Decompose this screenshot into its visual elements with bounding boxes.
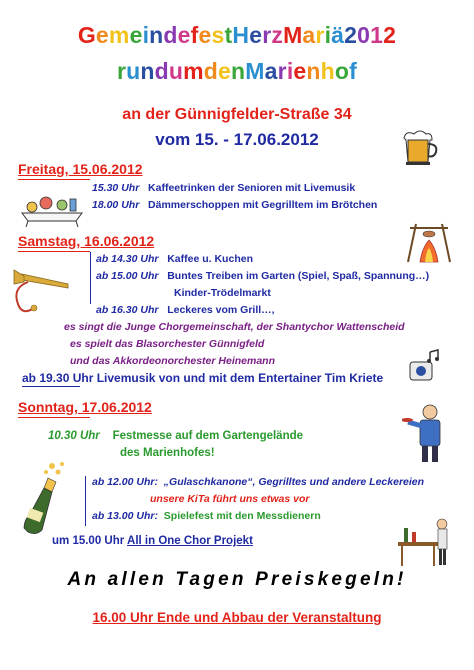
sunday-mass-text-2: des Marienhofes!: [120, 447, 215, 459]
friday-divider: [18, 179, 90, 180]
sunday-mass-time: 10.30 Uhr: [48, 430, 100, 442]
sunday-item-1-text: „Gulaschkanone“, Gegrilltes und andere Leckereien: [163, 476, 425, 488]
sunday-item-3: [92, 510, 321, 522]
saturday-choir-3: und das Akkordeonorchester Heinemann: [70, 355, 275, 367]
saturday-evening: ab 19.30 Uhr Livemusik von und mit dem Entertainer Tim Kriete: [22, 371, 384, 385]
saturday-item-2: [96, 270, 429, 282]
sunday-divider: [18, 417, 90, 418]
trumpet-icon: [8, 268, 70, 320]
title-line-1: GemeindefestHerzMariä2012: [77, 22, 397, 48]
event-dates: vom 15. - 17.06.2012: [155, 130, 319, 149]
sunday-item-3-text: Spielefest mit den Messdienern: [163, 510, 321, 522]
saturday-item-2-time: ab 15.00 Uhr: [96, 270, 159, 282]
saturday-item-3: Kinder-Trödelmarkt: [174, 287, 271, 299]
friday-item-1-time: 15.30 Uhr: [92, 182, 140, 194]
table-bottles-icon: [392, 512, 454, 568]
saturday-item-1: [96, 253, 253, 265]
evening-underline: [22, 386, 80, 387]
friday-item-2-text: Dämmerschoppen mit Gegrilltem im Brötchen: [148, 199, 378, 211]
saturday-choir-1: es singt die Junge Chorgemeinschaft, der Shantychor Wattenscheid: [64, 321, 405, 333]
saturday-item-2-text: Buntes Treiben im Garten (Spiel, Spaß, Spannung…): [167, 270, 430, 282]
saturday-item-1-text: Kaffee u. Kuchen: [167, 253, 253, 265]
sunday-mass-text-1: Festmesse auf dem Gartengelände: [112, 430, 304, 442]
saturday-item-4-time: ab 16.30 Uhr: [96, 304, 159, 316]
sunday-bracket: [85, 476, 86, 526]
sunday-item-2: unsere KiTa führt uns etwas vor: [150, 493, 310, 505]
sunday-item-3-time: ab 13.00 Uhr:: [92, 510, 158, 522]
page-subtitle: [0, 58, 474, 85]
music-player-icon: [404, 348, 442, 386]
sunday-item-1-time: ab 12.00 Uhr:: [92, 476, 158, 488]
sunday-choir: [52, 535, 253, 547]
saturday-bracket: [90, 252, 91, 304]
friday-item-2-time: 18.00 Uhr: [92, 199, 140, 211]
saturday-item-1-time: ab 14.30 Uhr: [96, 253, 159, 265]
sunday-item-1: [92, 476, 424, 488]
sunday-mass: [48, 430, 303, 442]
saturday-choir-2: es spielt das Blasorchester Günnigfeld: [70, 338, 265, 350]
bowling-banner: An allen Tagen Preiskegeln!: [67, 569, 407, 590]
sunday-choir-project: All in One Chor Projekt: [127, 535, 253, 547]
address: an der Günnigfelder-Straße 34: [122, 106, 352, 123]
friday-item-1-text: Kaffeetrinken der Senioren mit Livemusik: [148, 182, 356, 194]
saturday-divider: [18, 251, 90, 252]
saturday-item-4-text: Leckeres vom Grill…,: [167, 304, 275, 316]
saturday-item-4: [96, 304, 275, 316]
waiter-icon: [402, 402, 450, 464]
campfire-grill-icon: [402, 218, 456, 264]
saturday-heading: Samstag, 16.06.2012: [18, 233, 155, 249]
page-title: [0, 22, 474, 49]
friday-heading: Freitag, 15.06.2012: [18, 161, 143, 177]
friday-item-1: [92, 182, 355, 194]
beer-mug-icon: [398, 128, 442, 166]
party-table-icon: [18, 187, 86, 227]
title-line-2: rundumdenMarienhof: [116, 58, 358, 84]
champagne-bottle-icon: [18, 458, 72, 538]
sunday-heading: Sonntag, 17.06.2012: [18, 399, 152, 415]
friday-item-2: [92, 199, 377, 211]
sunday-choir-time: um 15.00 Uhr: [52, 535, 125, 547]
closing-note: 16.00 Uhr Ende und Abbau der Veranstaltung: [92, 610, 382, 625]
